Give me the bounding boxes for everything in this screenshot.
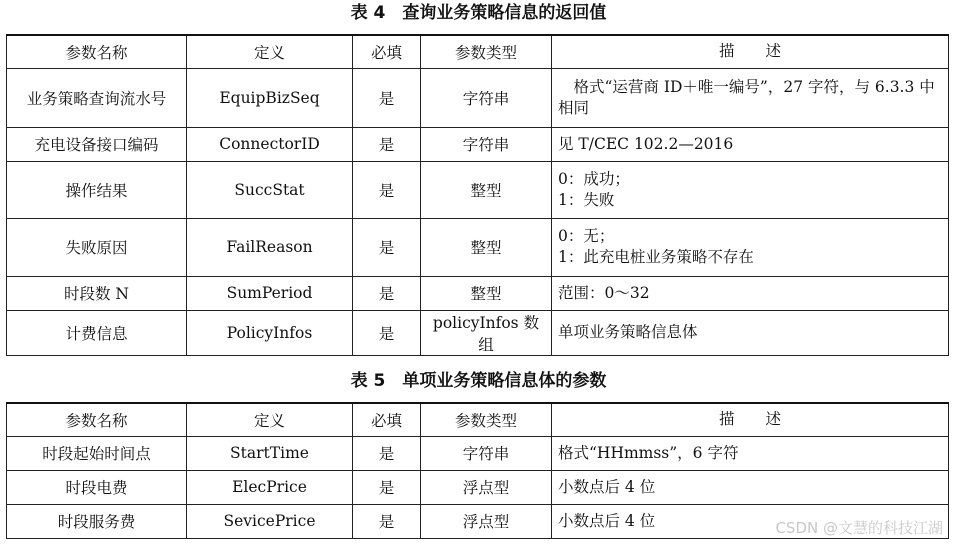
cell-description: 格式“运营商 ID＋唯一编号”，27 字符，与 6.3.3 中相同: [552, 68, 949, 127]
cell-param-name: 时段服务费: [7, 504, 187, 538]
cell-param-type: 整型: [421, 276, 552, 310]
header-definition: 定义: [187, 403, 353, 436]
cell-description: 格式“HHmmss”，6 字符: [552, 436, 949, 470]
cell-required: 是: [353, 276, 421, 310]
cell-param-name: 业务策略查询流水号: [7, 68, 187, 127]
cell-description: 0：成功； 1：失败: [552, 161, 949, 218]
table-row: [7, 470, 949, 504]
cell-definition: PolicyInfos: [187, 310, 353, 355]
cell-param-type: 浮点型: [421, 470, 552, 504]
cell-param-type: 字符串: [421, 436, 552, 470]
cell-param-type: policyInfos 数组: [421, 310, 552, 355]
cell-param-type: 字符串: [421, 127, 552, 161]
header-param-name: 参数名称: [7, 35, 187, 68]
table-row: [7, 436, 949, 470]
header-required: 必填: [353, 403, 421, 436]
cell-required: 是: [353, 161, 421, 218]
cell-required: 是: [353, 504, 421, 538]
cell-definition: ConnectorID: [187, 127, 353, 161]
cell-definition: StartTime: [187, 436, 353, 470]
header-description: 描 述: [552, 35, 949, 68]
table4: [6, 34, 949, 356]
table5-caption: 表 5 单项业务策略信息体的参数: [350, 371, 607, 391]
table-row: [7, 310, 949, 355]
cell-param-type: 整型: [421, 218, 552, 276]
header-param-type: 参数类型: [421, 35, 552, 68]
cell-param-name: 时段数 N: [7, 276, 187, 310]
table-row: [7, 161, 949, 218]
watermark: CSDN @文慧的科技江湖: [775, 519, 943, 537]
cell-param-type: 浮点型: [421, 504, 552, 538]
cell-param-name: 操作结果: [7, 161, 187, 218]
cell-required: 是: [353, 310, 421, 355]
cell-param-name: 充电设备接口编码: [7, 127, 187, 161]
table5-header-row: [7, 403, 949, 436]
cell-definition: SumPeriod: [187, 276, 353, 310]
cell-description: 见 T/CEC 102.2—2016: [552, 127, 949, 161]
table-row: [7, 218, 949, 276]
cell-definition: FailReason: [187, 218, 353, 276]
cell-description: 单项业务策略信息体: [552, 310, 949, 355]
cell-param-name: 时段起始时间点: [7, 436, 187, 470]
cell-description: 小数点后 4 位: [552, 470, 949, 504]
cell-definition: SuccStat: [187, 161, 353, 218]
cell-required: 是: [353, 68, 421, 127]
header-definition: 定义: [187, 35, 353, 68]
header-description: 描 述: [552, 403, 949, 436]
cell-description: 范围：0～32: [552, 276, 949, 310]
cell-param-type: 字符串: [421, 68, 552, 127]
cell-param-type: 整型: [421, 161, 552, 218]
header-param-type: 参数类型: [421, 403, 552, 436]
cell-required: 是: [353, 127, 421, 161]
cell-param-name: 时段电费: [7, 470, 187, 504]
table-row: [7, 127, 949, 161]
table-row: [7, 68, 949, 127]
cell-param-name: 失败原因: [7, 218, 187, 276]
table-row: [7, 276, 949, 310]
cell-required: 是: [353, 470, 421, 504]
cell-required: 是: [353, 436, 421, 470]
cell-description: 0：无； 1：此充电桩业务策略不存在: [552, 218, 949, 276]
cell-definition: EquipBizSeq: [187, 68, 353, 127]
header-param-name: 参数名称: [7, 403, 187, 436]
cell-required: 是: [353, 218, 421, 276]
cell-description: 小数点后 4 位: [552, 504, 949, 538]
table4-header-row: [7, 35, 949, 68]
cell-definition: SevicePrice: [187, 504, 353, 538]
cell-definition: ElecPrice: [187, 470, 353, 504]
header-required: 必填: [353, 35, 421, 68]
table4-caption: 表 4 查询业务策略信息的返回值: [350, 3, 607, 23]
cell-param-name: 计费信息: [7, 310, 187, 355]
